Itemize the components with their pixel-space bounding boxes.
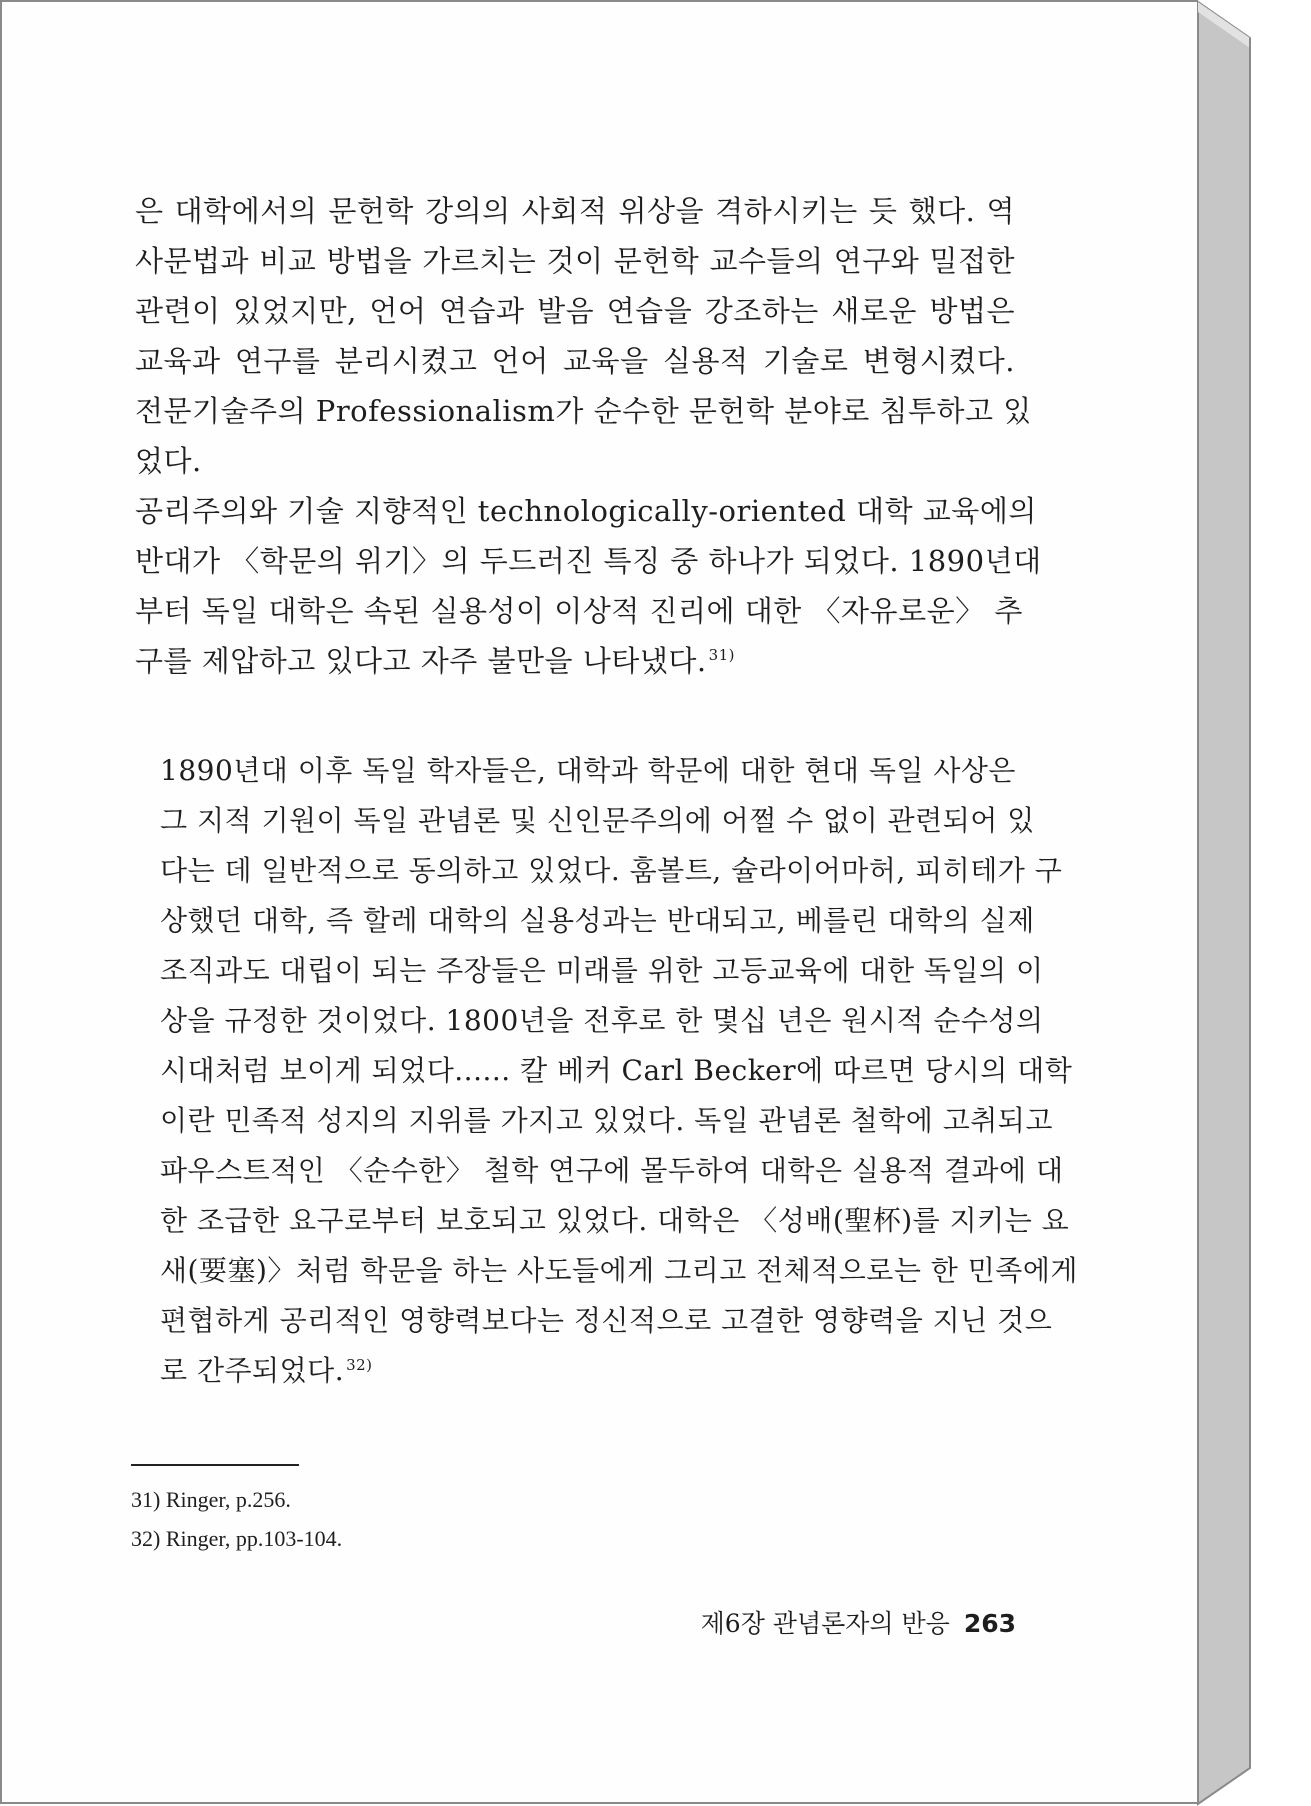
quote-line: 새(要塞)〉처럼 학문을 하는 사도들에게 그리고 전체적으로는 한 민족에게 [160,1254,1078,1287]
footnote-divider [131,1464,299,1466]
text-line: 공리주의와 기술 지향적인 technologically-oriented 대학 교육에의 [135,494,1037,528]
quote-line: 1890년대 이후 독일 학자들은, 대학과 학문에 대한 현대 독일 사상은 [160,754,1016,787]
quote-line [160,1348,1015,1394]
footnote-31: 31) Ringer, p.256. [131,1487,291,1512]
text-line: 교육과 연구를 분리시켰고 언어 교육을 실용적 기술로 변형시켰다. [135,344,1015,378]
text-line: 반대가 〈학문의 위기〉의 두드러진 특징 중 하나가 되었다. 1890년대 [135,544,1042,578]
page-number: 263 [963,1609,1016,1638]
footnote-32: 32) Ringer, pp.103-104. [131,1526,343,1551]
text-line: 사문법과 비교 방법을 가르치는 것이 문헌학 교수들의 연구와 밀접한 [135,244,1015,278]
footnote-ref-31[interactable]: 31) [708,646,736,665]
quote-line: 그 지적 기원이 독일 관념론 및 신인문주의에 어쩔 수 없이 관련되어 있 [160,804,1035,837]
text-line-content: 구를 제압하고 있다고 자주 불만을 나타냈다. [135,644,707,678]
quote-line: 다는 데 일반적으로 동의하고 있었다. 훔볼트, 슐라이어마허, 피히테가 구 [160,854,1063,887]
footnote-ref-32[interactable]: 32) [346,1355,373,1374]
quote-line: 시대처럼 보이게 되었다...... 칼 베커 Carl Becker에 따르면 당시의 대학 [160,1054,1073,1087]
quote-line-content: 로 간주되었다. [160,1354,345,1387]
quote-line: 편협하게 공리적인 영향력보다는 정신적으로 고결한 영향력을 지닌 것으 [160,1304,1053,1337]
text-line: 관련이 있었지만, 언어 연습과 발음 연습을 강조하는 새로운 방법은 [135,294,1015,328]
page-footer [640,1604,1016,1644]
text-line: 은 대학에서의 문헌학 강의의 사회적 위상을 격하시키는 듯 했다. 역 [135,194,1015,228]
quote-line: 파우스트적인 〈순수한〉 철학 연구에 몰두하여 대학은 실용적 결과에 대 [160,1154,1064,1187]
quote-line: 상했던 대학, 즉 할레 대학의 실용성과는 반대되고, 베를린 대학의 실제 [160,904,1035,937]
text-line [135,638,1015,684]
chapter-title: 제6장 관념론자의 반응 [700,1609,950,1638]
quote-line: 한 조급한 요구로부터 보호되고 있었다. 대학은 〈성배(聖杯)를 지키는 요 [160,1204,1070,1237]
text-line: 부터 독일 대학은 속된 실용성이 이상적 진리에 대한 〈자유로운〉 추 [135,594,1023,628]
text-line: 었다. [135,444,202,478]
quote-line: 상을 규정한 것이었다. 1800년을 전후로 한 몇십 년은 원시적 순수성의 [160,1004,1044,1037]
text-line: 전문기술주의 Professionalism가 순수한 문헌학 분야로 침투하고 있 [135,394,1032,428]
quote-line: 이란 민족적 성지의 지위를 가지고 있었다. 독일 관념론 철학에 고취되고 [160,1104,1053,1137]
quote-line: 조직과도 대립이 되는 주장들은 미래를 위한 고등교육에 대한 독일의 이 [160,954,1044,987]
